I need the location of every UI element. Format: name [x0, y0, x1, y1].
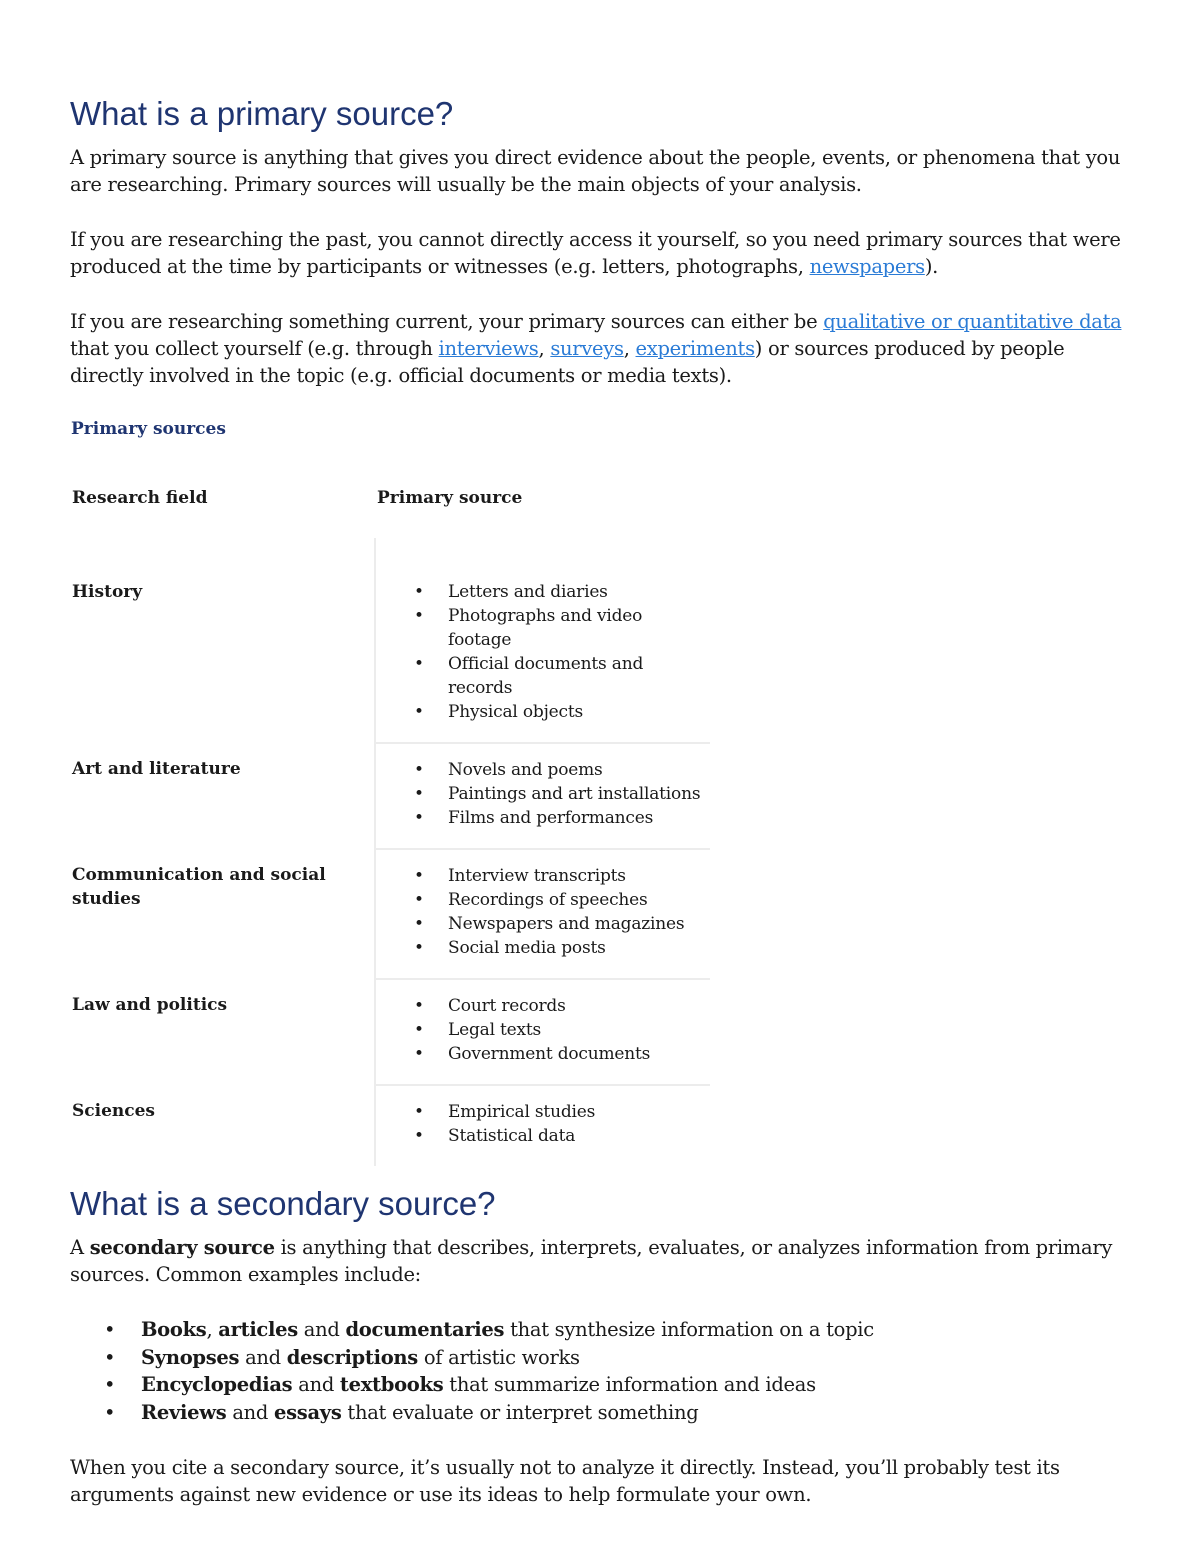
surveys-link[interactable]: surveys — [550, 337, 624, 360]
list-item: • Empirical studies — [448, 1100, 710, 1124]
list-item: • Social media posts — [448, 936, 710, 960]
sources-list — [376, 758, 710, 830]
table-row — [70, 1085, 710, 1166]
text: that evaluate or interpret something — [341, 1400, 699, 1424]
bold-term: Synopses — [141, 1345, 240, 1369]
bold-term: documentaries — [345, 1318, 505, 1341]
field-cell: History — [72, 582, 143, 602]
text: A — [70, 1236, 90, 1259]
header-primary-source: Primary source — [377, 488, 523, 508]
text: of artistic works — [417, 1345, 580, 1369]
bold-term: descriptions — [286, 1345, 418, 1369]
text: , — [206, 1318, 219, 1341]
sources-cell — [375, 849, 710, 979]
bold-term: Reviews — [141, 1400, 227, 1424]
list-item: • Legal texts — [448, 1018, 710, 1042]
sources-list — [376, 864, 710, 960]
text: , — [623, 337, 636, 360]
text: If you are researching the past, you cannot directly access it yourself, so you need primary sources that were produced at the time by participants or witnesses (e.g. letters, photographs, — [70, 228, 1121, 278]
secondary-heading: What is a secondary source? — [70, 1185, 496, 1222]
list-item — [141, 1344, 1134, 1372]
table-row — [70, 743, 710, 849]
header-research-field: Research field — [72, 488, 208, 508]
bold-term: articles — [218, 1318, 298, 1341]
list-item: • Official documents and records — [448, 652, 710, 700]
newspapers-link[interactable]: newspapers — [809, 255, 925, 278]
list-item: • Novels and poems — [448, 758, 710, 782]
field-cell: Art and literature — [72, 759, 241, 779]
list-item: • Recordings of speeches — [448, 888, 710, 912]
text: ) or sources produced by people directly involved in the topic (e.g. official documents or media texts). — [70, 337, 1065, 387]
list-item: • Interview transcripts — [448, 864, 710, 888]
primary-past-paragraph — [70, 226, 1134, 280]
sources-cell — [375, 979, 710, 1085]
list-item — [141, 1371, 1134, 1399]
list-item: • Photographs and video footage — [448, 604, 710, 652]
list-item: • Paintings and art installations — [448, 782, 710, 806]
primary-intro-paragraph: A primary source is anything that gives you direct evidence about the people, events, or phenomena that you are researching. Primary sources will usually be the main objects of your analysis. — [70, 146, 1121, 196]
text: If you are researching something current, your primary sources can either be — [70, 310, 824, 333]
list-item: • Newspapers and magazines — [448, 912, 710, 936]
text: that synthesize information on a topic — [504, 1318, 874, 1341]
sources-list — [376, 1100, 710, 1148]
primary-sources-table — [70, 486, 710, 1166]
table-title: Primary sources — [71, 419, 226, 439]
field-cell: Sciences — [72, 1101, 155, 1121]
list-item: • Statistical data — [448, 1124, 710, 1148]
secondary-closing-paragraph: When you cite a secondary source, it’s usually not to analyze it directly. Instead, you’ll probably test its arguments against new evidence or use its ideas to help formulate your own. — [70, 1456, 1060, 1506]
sources-cell — [375, 538, 710, 743]
bold-term: Books — [141, 1318, 207, 1341]
bold-term: Encyclopedias — [141, 1373, 293, 1396]
document-page — [70, 94, 1134, 1536]
list-item — [141, 1399, 1134, 1427]
secondary-examples-list — [70, 1316, 1134, 1426]
qualitative-quantitative-data-link[interactable]: qualitative or quantitative data — [823, 310, 1122, 333]
list-item: • Films and performances — [448, 806, 710, 830]
sources-cell — [375, 743, 710, 849]
text: ). — [924, 255, 939, 278]
text: is anything that describes, interprets, evaluates, or analyzes information from primary sources. Common examples include: — [70, 1236, 1113, 1286]
bold-term: secondary source — [89, 1236, 275, 1259]
text: that you collect yourself (e.g. through — [70, 337, 439, 360]
table-row — [70, 538, 710, 743]
field-cell: Communication and social studies — [72, 865, 326, 909]
interviews-link[interactable]: interviews — [438, 337, 539, 360]
text: and — [297, 1318, 346, 1341]
bold-term: textbooks — [339, 1373, 444, 1396]
text: and — [292, 1373, 340, 1396]
secondary-intro-paragraph — [70, 1234, 1134, 1288]
table-row — [70, 849, 710, 979]
sources-list — [376, 580, 710, 724]
text: that summarize information and ideas — [443, 1373, 816, 1396]
primary-current-paragraph — [70, 308, 1134, 389]
bold-term: essays — [274, 1400, 342, 1424]
list-item: • Court records — [448, 994, 710, 1018]
list-item — [141, 1316, 1134, 1344]
text: and — [226, 1400, 274, 1424]
table-row — [70, 979, 710, 1085]
experiments-link[interactable]: experiments — [635, 337, 755, 360]
list-item: • Government documents — [448, 1042, 710, 1066]
primary-heading: What is a primary source? — [70, 95, 454, 132]
sources-cell — [375, 1085, 710, 1166]
list-item: • Letters and diaries — [448, 580, 710, 604]
text: and — [239, 1345, 287, 1369]
list-item: • Physical objects — [448, 700, 710, 724]
text: , — [538, 337, 551, 360]
sources-list — [376, 994, 710, 1066]
field-cell: Law and politics — [72, 995, 228, 1015]
table-header-row — [70, 486, 710, 538]
